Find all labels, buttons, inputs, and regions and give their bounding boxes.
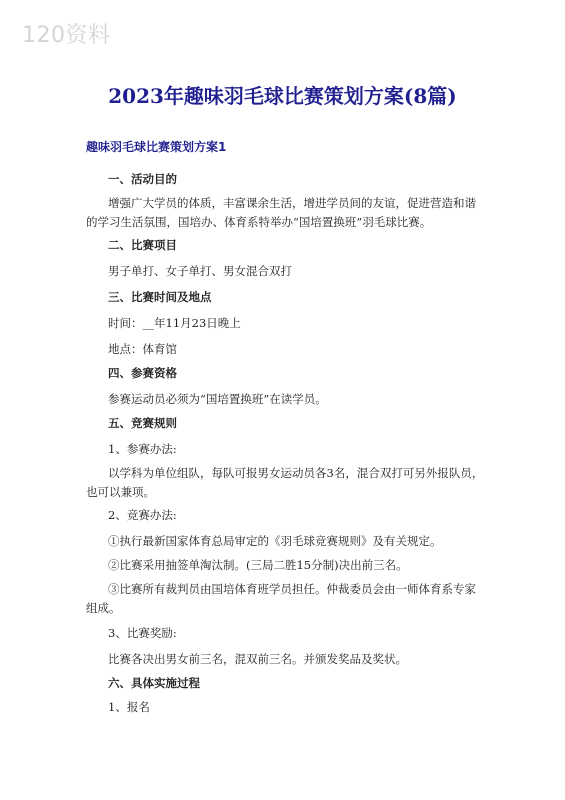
heading-eligibility: 四、参赛资格 [108,366,177,380]
rules-sub3-text: 比赛各决出男女前三名，混双前三名。并颁发奖品及奖状。 [108,652,407,666]
text-time: 时间：__年11月23日晚上 [108,316,241,330]
implementation-sub1: 1、报名 [108,700,150,714]
rules-item-1: ①执行最新国家体育总局审定的《羽毛球竞赛规则》及有关规定。 [108,534,442,548]
heading-time-place: 三、比赛时间及地点 [108,290,212,304]
rules-item-2: ②比赛采用抽签单淘汰制。(三局二胜15分制)决出前三名。 [108,558,408,572]
rules-item-3: ③比赛所有裁判员由国培体育班学员担任。仲裁委员会由一师体育系专家组成。 [86,582,476,615]
rules-sub3: 3、比赛奖励: [108,626,177,640]
text-events: 男子单打、女子单打、男女混合双打 [108,264,292,278]
rules-sub1-paragraph: 以学科为单位组队，每队可报男女运动员各3名，混合双打可另外报队员，也可以兼项。 [86,466,484,499]
rules-sub1: 1、参赛办法: [108,442,177,456]
heading-events: 二、比赛项目 [108,238,177,252]
heading-implementation: 六、具体实施过程 [108,676,200,690]
text-place: 地点：体育馆 [108,342,177,356]
section-title: 趣味羽毛球比赛策划方案1 [86,140,227,154]
watermark: 120资料 [22,23,111,48]
rules-sub2: 2、竞赛办法: [108,508,177,522]
document-title: 2023年趣味羽毛球比赛策划方案(8篇) [108,84,457,108]
heading-purpose: 一、活动目的 [108,172,177,186]
text-eligibility: 参赛运动员必须为“国培置换班”在读学员。 [108,392,327,406]
heading-rules: 五、竞赛规则 [108,416,177,430]
paragraph-purpose: 增强广大学员的体质，丰富课余生活，增进学员间的友谊，促进营造和谐的学习生活氛围，国培办、体育系特举办“国培置换班”羽毛球比赛。 [86,196,476,229]
